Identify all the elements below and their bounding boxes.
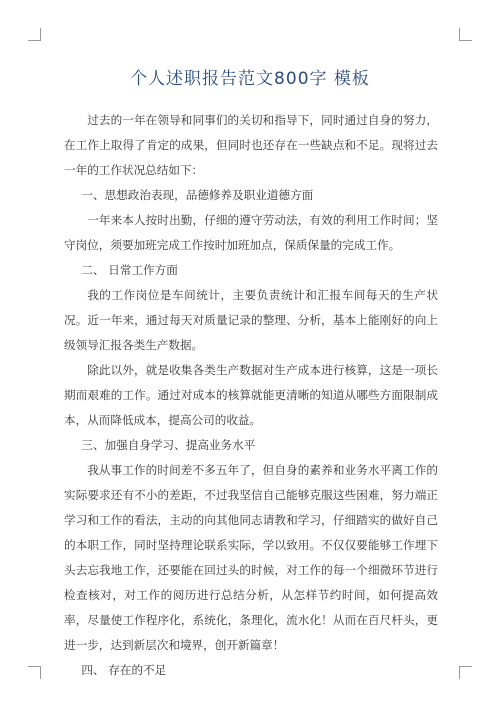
intro-paragraph: 过去的一年在领导和同事们的关切和指导下，同时通过自身的努力，在工作上取得了肯定的成果，但同时也还存在一些缺点和不足。现将过去一年的工作状况总结如下： — [64, 113, 438, 177]
body-paragraph: 一年来本人按时出勤，仔细的遵守劳动法，有效的利用工作时间；坚守岗位，须要加班完成工作按时加班加点，保质保量的完成工作。 — [64, 213, 438, 252]
section-heading-1: 一、思想政治表现，品德修养及职业道德方面 — [81, 188, 314, 202]
body-paragraph: 我从事工作的时间差不多五年了，但自身的素养和业务水平离工作的实际要求还有不小的差距，不过我坚信自己能够克服这些困难，努力端正学习和工作的看法，主动的向其他同志请教和学习，仔细踏实的做好自己的本职工作，同时坚持理论联系实际，学以致用。不仅仅要能够工作埋下头去忘我地工作，还要能在回过头的时候，对工作的每一个细微环节进行检查核对，对工作的阅历进行总结分析，从怎样节约时间，如何提高效率，尽量使工作程序化，系统化，条理化，流水化！从而在百尺杆头，更进一步，达到新层次和境界，创开新篇章！ — [64, 463, 438, 652]
crop-mark-top-left — [28, 28, 41, 41]
crop-mark-bottom-right — [459, 666, 472, 679]
body-paragraph: 我的工作岗位是车间统计，主要负责统计和汇报车间每天的生产状况。近一年来，通过每天对质量记录的整理、分析，基本上能刚好的向上级领导汇报各类生产数据。 — [64, 288, 438, 352]
section-heading-4: 四、 存在的不足 — [81, 663, 167, 677]
crop-mark-bottom-left — [28, 666, 41, 679]
document-body — [64, 108, 438, 683]
crop-mark-top-right — [459, 28, 472, 41]
document-title: 个人述职报告范文800字 模板 — [130, 69, 370, 89]
section-heading-3: 三、加强自身学习、提高业务水平 — [81, 438, 256, 452]
body-paragraph: 除此以外，就是收集各类生产数据对生产成本进行核算，这是一项长期而艰难的工作。通过对成本的核算就能更清晰的知道从哪些方面限制成本，从而降低成本，提高公司的收益。 — [64, 363, 438, 427]
section-heading-2: 二、 日常工作方面 — [81, 263, 178, 277]
